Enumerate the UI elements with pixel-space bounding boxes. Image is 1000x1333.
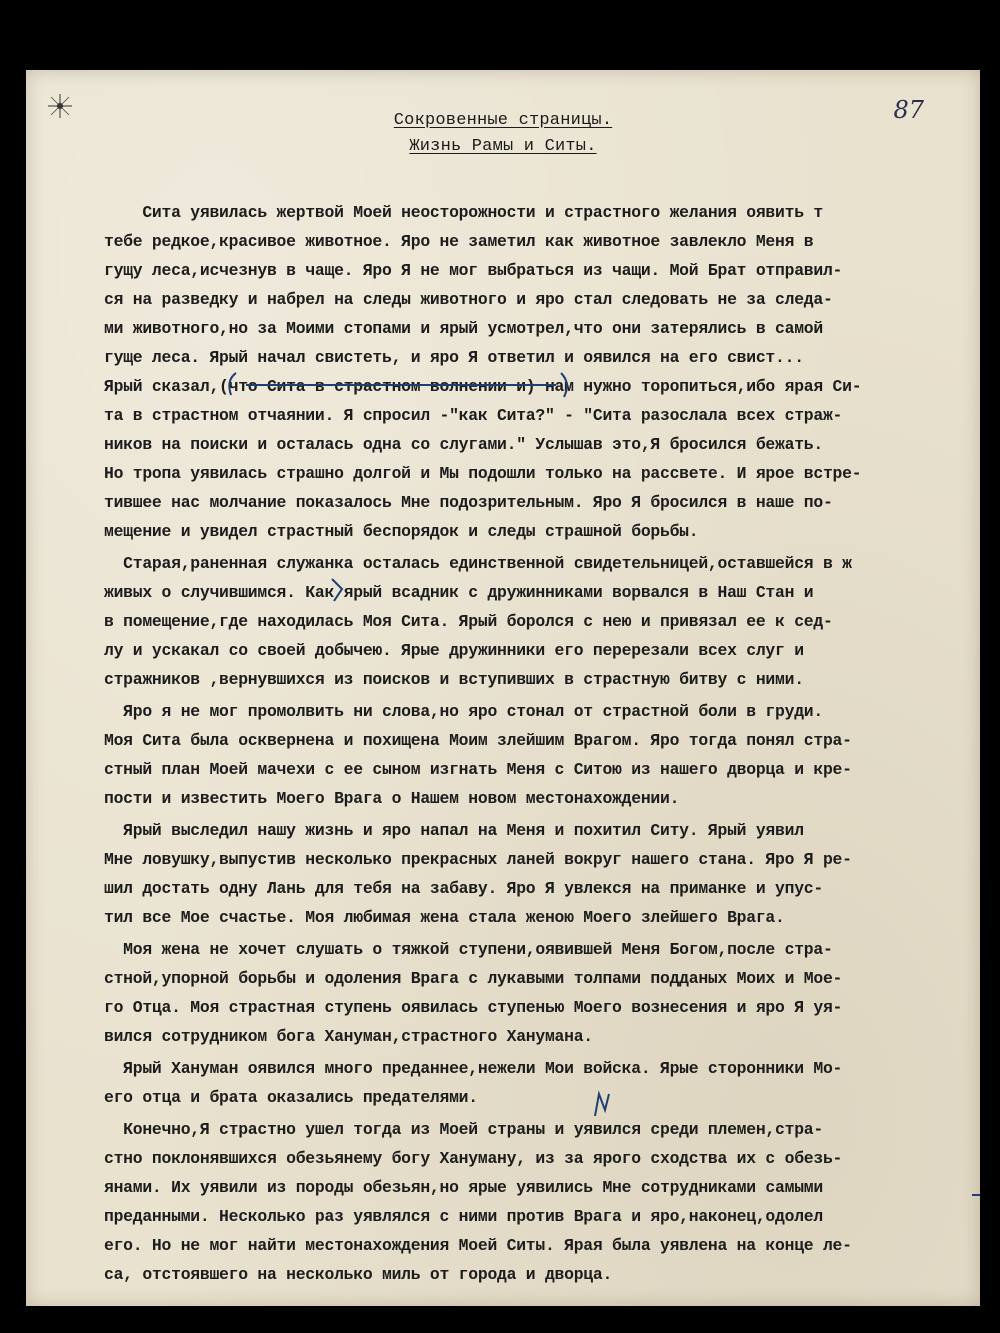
text-line: Старая,раненная служанка осталась единственной свидетельницей,оставшейся в ж xyxy=(104,554,852,573)
paragraph xyxy=(104,935,960,1051)
text-line: его отца и брата оказались предателями. xyxy=(104,1088,478,1107)
text-line: лу и ускакал со своей добычею. Ярые дружинники его перерезали всех слуг и xyxy=(104,641,804,660)
text-line: тил все Мое счастье. Моя любимая жена стала женою Моего злейшего Врага. xyxy=(104,908,785,927)
text-line: та в страстном отчаянии. Я спросил -"как Сита?" - "Сита разослала всех страж- xyxy=(104,406,843,425)
text-line: мещение и увидел страстный беспорядок и следы страшной борьбы. xyxy=(104,522,699,541)
paragraph xyxy=(104,697,960,813)
paragraph xyxy=(104,549,960,694)
text-line: тившее нас молчание показалось Мне подозрительным. Яро Я бросился в наше по- xyxy=(104,493,833,512)
text-line: стной,упорной борьбы и одоления Врага с лукавыми толпами подданых Моих и Мое- xyxy=(104,969,843,988)
text-line: в помещение,где находилась Моя Сита. Ярый боролся с нею и привязал ее к сед- xyxy=(104,612,833,631)
text-line: ся на разведку и набрел на следы животного и яро стал следовать не за следа- xyxy=(104,290,833,309)
text-line: Ярый Хануман оявился много преданнее,нежели Мои войска. Ярые сторонники Мо- xyxy=(104,1059,843,1078)
text-line: живых о случившимся. Как ярый всадник с дружинниками ворвался в Наш Стан и xyxy=(104,583,814,602)
page-subtitle: Жизнь Рамы и Ситы. xyxy=(409,137,597,156)
text-line: Ярый сказал,(что Сита в страстном волнении и) нам нужно торопиться,ибо ярая Си- xyxy=(104,377,862,396)
text-line: гуще леса. Ярый начал свистеть, и яро Я ответил и оявился на его свист... xyxy=(104,348,804,367)
text-line: Яро я не мог промолвить ни слова,но яро стонал от страстной боли в груди. xyxy=(104,702,823,721)
text-line: преданными. Несколько раз уявлялся с ними против Врага и яро,наконец,одолел xyxy=(104,1207,823,1226)
text-line: вился сотрудником бога Хануман,страстного Ханумана. xyxy=(104,1027,593,1046)
text-line: стражников ,вернувшихся из поисков и вступивших в страстную битву с ними. xyxy=(104,670,804,689)
text-line: его. Но не мог найти местонахождения Моей Ситы. Ярая была уявлена на конце ле- xyxy=(104,1236,852,1255)
text-line: Но тропа уявилась страшно долгой и Мы подошли только на рассвете. И ярое встре- xyxy=(104,464,862,483)
pen-correction-icon xyxy=(591,1090,613,1120)
text-line: са, отстоявшего на несколько миль от города и дворца. xyxy=(104,1265,613,1284)
text-line: янами. Их уявили из породы обезьян,но ярые уявились Мне сотрудниками самыми xyxy=(104,1178,823,1197)
document-body xyxy=(104,198,960,1292)
typewritten-page xyxy=(26,70,980,1306)
text-line: стный план Моей мачехи с ее сыном изгнать Меня с Ситою из нашего дворца и кре- xyxy=(104,760,852,779)
text-line: Мне ловушку,выпустив несколько прекрасных ланей вокруг нашего стана. Яро Я ре- xyxy=(104,850,852,869)
text-line: тебе редкое,красивое животное. Яро не заметил как животное завлекло Меня в xyxy=(104,232,814,251)
paragraph xyxy=(104,1054,960,1112)
paragraph xyxy=(104,816,960,932)
text-line: стно поклонявшихся обезьянему богу Хануману, из за ярого сходства их с обезь- xyxy=(104,1149,843,1168)
pen-correction-icon xyxy=(326,575,348,605)
text-line: шил достать одну Лань для тебя на забаву. Яро Я увлекся на приманке и упус- xyxy=(104,879,823,898)
page-title: Сокровенные страницы. xyxy=(393,111,613,130)
pen-strike-icon xyxy=(226,365,586,405)
page-number: 87 xyxy=(893,96,924,124)
text-line: Моя жена не хочет слушать о тяжкой ступени,оявившей Меня Богом,после стра- xyxy=(104,940,833,959)
text-line: ми животного,но за Моими стопами и ярый усмотрел,что они затерялись в самой xyxy=(104,319,823,338)
text-line: гущу леса,исчезнув в чаще. Яро Я не мог выбраться из чащи. Мой Брат отправил- xyxy=(104,261,843,280)
text-line: ников на поиски и осталась одна со слугами." Услышав это,Я бросился бежать. xyxy=(104,435,823,454)
text-line: пости и известить Моего Врага о Нашем новом местонахождении. xyxy=(104,789,680,808)
text-line: Конечно,Я страстно ушел тогда из Моей страны и уявился среди племен,стра- xyxy=(104,1120,823,1139)
text-line: Моя Сита была осквернена и похищена Моим злейшим Врагом. Яро тогда понял стра- xyxy=(104,731,852,750)
paragraph xyxy=(104,1115,960,1289)
text-line: Сита уявилась жертвой Моей неосторожности и страстного желания оявить т xyxy=(104,203,823,222)
pen-dash-icon xyxy=(971,1185,981,1205)
text-line: Ярый выследил нашу жизнь и яро напал на Меня и похитил Ситу. Ярый уявил xyxy=(104,821,804,840)
document-header xyxy=(26,108,980,160)
text-line: го Отца. Моя страстная ступень оявилась ступенью Моего вознесения и яро Я уя- xyxy=(104,998,843,1017)
